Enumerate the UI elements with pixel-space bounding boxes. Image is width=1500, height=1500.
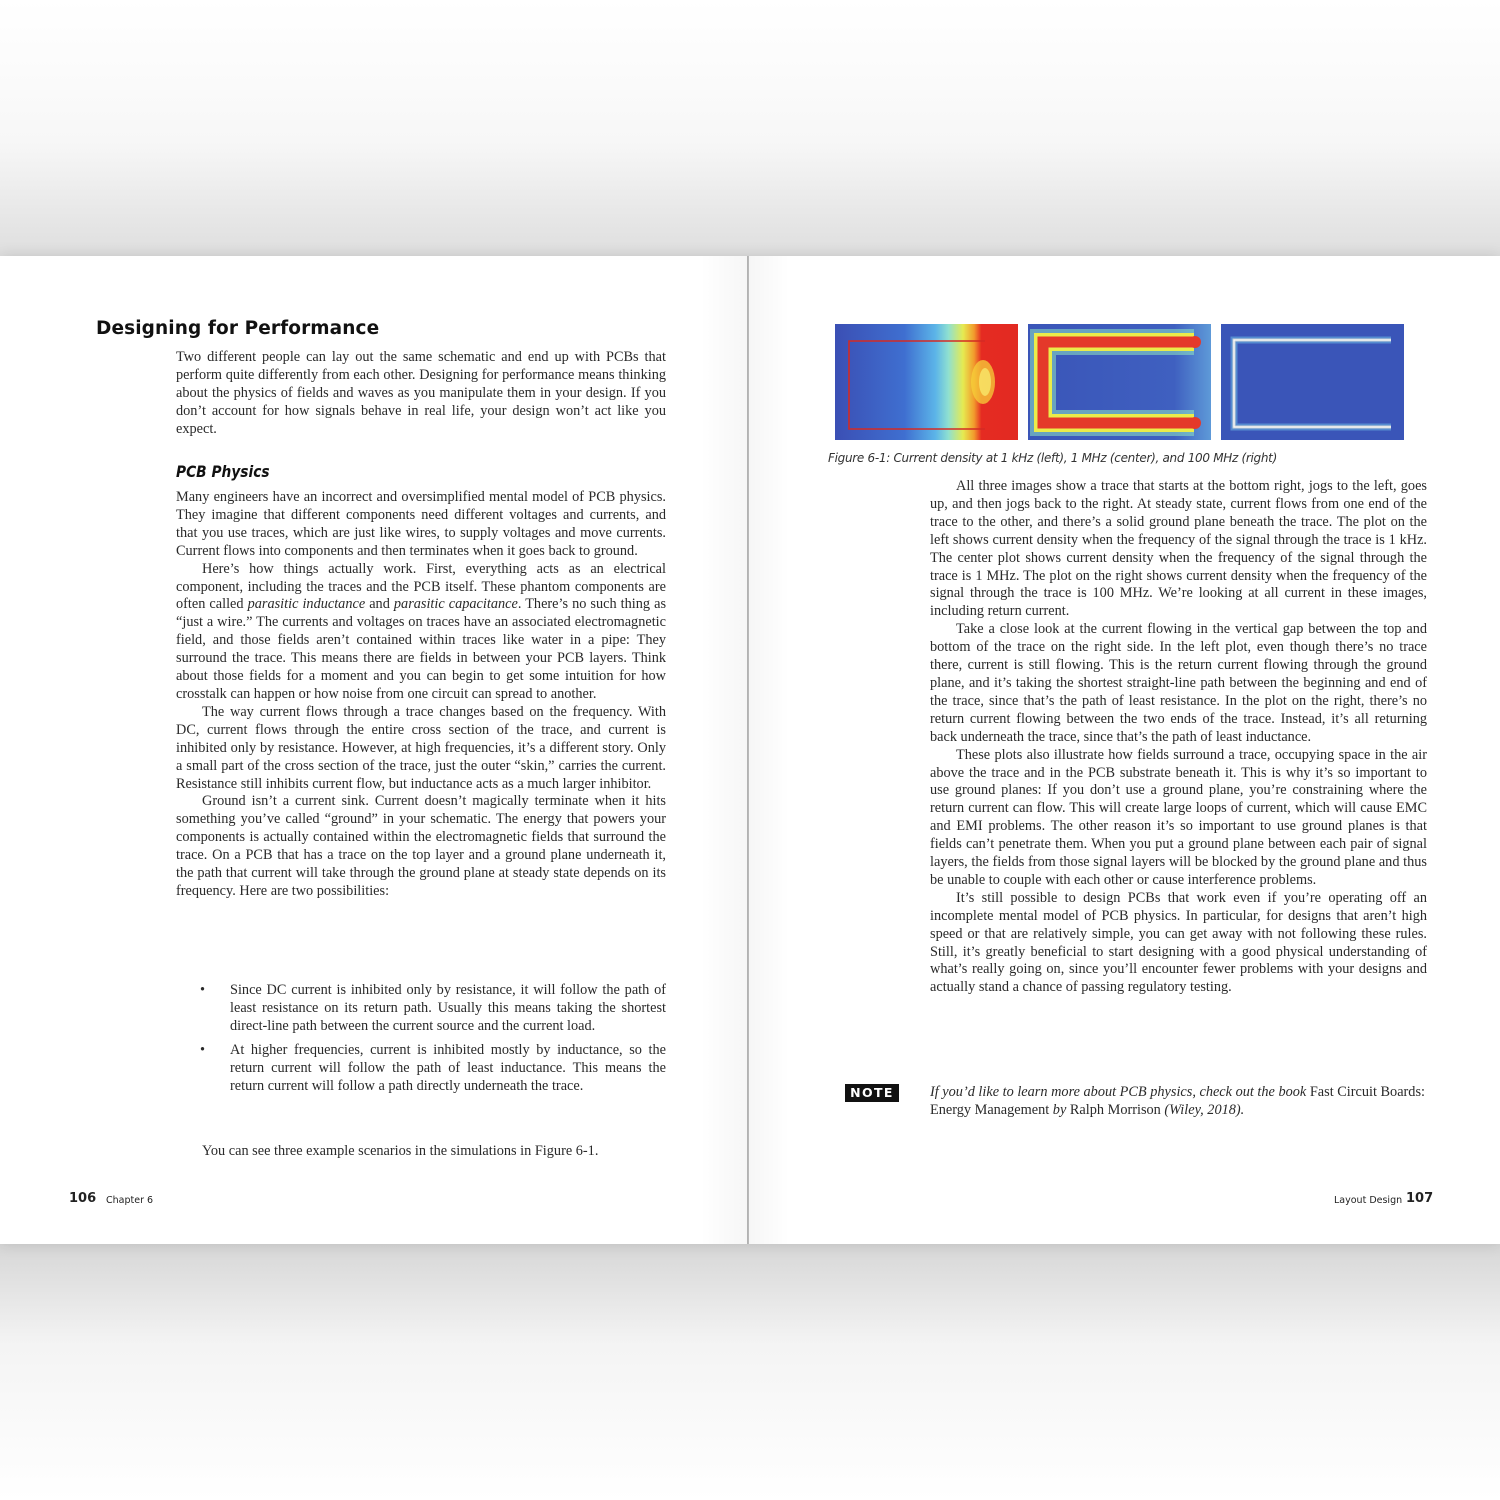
- intro-text: Two different people can lay out the same schematic and end up with PCBs that perform quite differently from each other. Designing for performance means thinking about the physics of fields and waves as you manipulate them in your design. If you don’t account for how signals behave in real life, your design won’t act like you expect.: [176, 349, 666, 437]
- gutter-shadow-right: [749, 256, 789, 1244]
- subsection-heading: PCB Physics: [176, 462, 270, 481]
- paragraph-1: Many engineers have an incorrect and oversimplified mental model of PCB physics. They imagine that different components need different voltages and currents, and that you use traces, which are just like wires, to supply voltages and move currents. Current flows into components and then terminates when it goes back to ground.: [176, 489, 666, 559]
- closing-sentence: You can see three example scenarios in the simulations in Figure 6-1.: [202, 1143, 599, 1159]
- p2-start: Here’s how things actually work. First, everything acts as an electrical component, including the traces and the PCB itself. These phantom components are often called: [176, 560, 666, 613]
- gutter-shadow-left: [700, 256, 747, 1244]
- bullet-marker: •: [200, 982, 206, 998]
- author-name: Ralph Morrison: [1069, 1102, 1161, 1118]
- paragraph-2: [176, 561, 666, 704]
- bullet-list: [200, 982, 666, 1101]
- bullet-text: Since DC current is inhibited only by resistance, it will follow the path of least resistance on its return path. Usually this means taking the shortest direct-line path between the current source and the current load.: [230, 982, 666, 1034]
- right-body: [930, 478, 1427, 997]
- simulation-1khz: [835, 324, 1018, 440]
- simulation-100mhz: [1221, 324, 1404, 440]
- book-title: Fast Circuit Boards: Energy Management: [930, 1084, 1425, 1118]
- simulation-1mhz: [1028, 324, 1211, 440]
- note-part-1: If you’d like to learn more about PCB physics, check out the book: [930, 1084, 1310, 1100]
- running-footer-left: Chapter 6: [106, 1195, 154, 1206]
- bottom-background: [0, 1242, 1500, 1500]
- left-body: [176, 489, 666, 901]
- list-item: [200, 982, 666, 1036]
- top-background: [0, 0, 1500, 258]
- p2-end: . There’s no such thing as “just a wire.” The currents and voltages on traces have an associated electromagnetic field, and those fields aren’t contained within traces like water in a pipe: They surround the trace. This means there are fields in between your PCB layers. Think about those fields for a moment and you can begin to get some intuition for how crosstalk can happen or how noise from one circuit can spread to another.: [176, 596, 667, 702]
- bullet-text: At higher frequencies, current is inhibited mostly by inductance, so the return current will follow the path of least inductance. This means the return current will follow a path directly underneath the trace.: [230, 1041, 666, 1094]
- page-number-right: 107: [1406, 1191, 1434, 1206]
- note-badge: NOTE: [845, 1084, 899, 1102]
- paragraph-3: The way current flows through a trace changes based on the frequency. With DC, current flows through the entire cross section of the trace, and current is inhibited only by resistance. However, at high frequencies, it’s a different story. Only a small part of the cross section of the trace, just the outer “skin,” carries the current. Resistance still inhibits current flow, but inductance acts as a much larger inhibitor.: [176, 703, 666, 792]
- paragraph-4: Ground isn’t a current sink. Current doesn’t magically terminate when it hits something you’ve called “ground” in your schematic. The energy that powers your components is actually contained within the electromagnetic fields that surround the trace. On a PCB that has a trace on the top layer and a ground plane underneath it, the path that current will take through the ground plane at steady state depends on its frequency. Here are two possibilities:: [176, 793, 666, 899]
- term-parasitic-inductance: parasitic inductance: [247, 596, 366, 613]
- intro-paragraph: [176, 349, 666, 439]
- p2-and: and: [365, 596, 394, 613]
- figure-caption: Figure 6-1: Current density at 1 kHz (left), 1 MHz (center), and 100 MHz (right): [828, 451, 1277, 465]
- term-parasitic-capacitance: parasitic capacitance: [393, 596, 518, 613]
- note-part-3: (Wiley, 2018).: [1160, 1102, 1245, 1118]
- book-gutter: [747, 256, 749, 1244]
- note-part-2: by: [1049, 1102, 1070, 1118]
- paragraph-2: Take a close look at the current flowing in the vertical gap between the top and bottom of the trace on the right side. In the left plot, even though there’s no trace there, current is still flowing. This is the return current flowing through the ground plane, and it’s taking the shortest straight-line path between the beginning and end of the trace, since that’s the path of least resistance. In the plot on the right, there’s no return current flowing between the two ends of the trace. Instead, it’s all returning back underneath the trace, since that’s the path of least inductance.: [930, 621, 1427, 745]
- section-heading: Designing for Performance: [96, 318, 380, 339]
- paragraph-4: It’s still possible to design PCBs that work even if you’re operating off an incomplete mental model of PCB physics. In particular, for designs that aren’t high speed or that are relatively simple, you can get away with not following these rules. Still, it’s greatly beneficial to start designing with a good physical understanding of what’s really going on, since you’ll encounter fewer problems with your designs and actually stand a chance of passing regulatory testing.: [930, 889, 1427, 996]
- running-footer-right: Layout Design: [1334, 1195, 1403, 1206]
- page-number-left: 106: [69, 1191, 97, 1206]
- bullet-marker: •: [200, 1041, 206, 1058]
- list-item: [200, 1042, 666, 1096]
- paragraph-3: These plots also illustrate how fields surround a trace, occupying space in the air above the trace and in the PCB substrate beneath it. This is why it’s so important to use ground planes: If you don’t use a ground plane, you’re constraining where the return current can flow. This will create large loops of current, which will cause EMC and EMI problems. The other reason it’s so important to use ground planes is that fields can’t penetrate them. When you put a ground plane between each pair of signal layers, the fields from those signal layers will be blocked by the ground plane and thus be unable to couple with each other or cause interference problems.: [930, 746, 1427, 888]
- paragraph-1: All three images show a trace that starts at the bottom right, jogs to the left, goes up, and then jogs back to the right. At steady state, current flows from one end of the trace to the other, and there’s a solid ground plane beneath the trace. The plot on the left shows current density when the frequency of the signal through the trace is 1 kHz. The center plot shows current density when the frequency of the signal through the trace is 1 MHz. The plot on the right shows current density when the frequency of the signal through the trace is 100 MHz. We’re looking at all current in these images, including return current.: [930, 478, 1427, 620]
- note-text: [930, 1083, 1430, 1119]
